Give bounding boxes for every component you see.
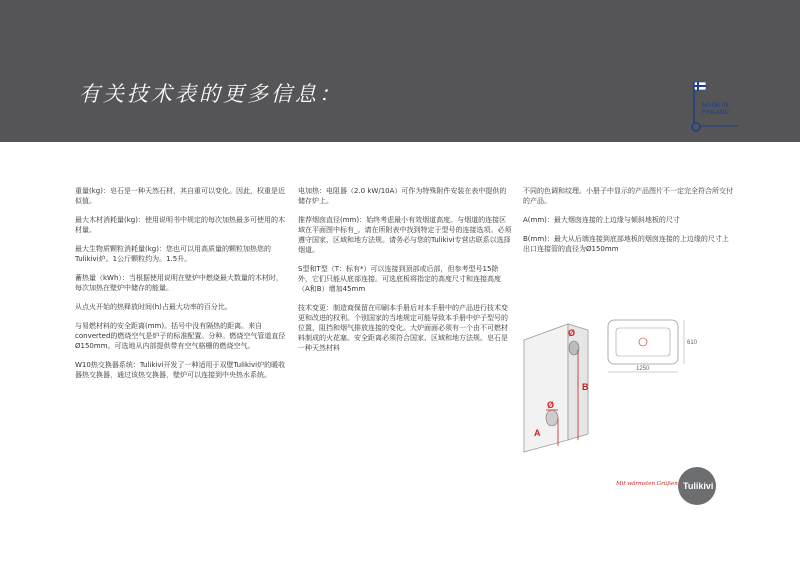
dim-width: 1250 bbox=[636, 366, 650, 372]
text-column-1 bbox=[75, 186, 287, 389]
text-column-3 bbox=[523, 186, 735, 263]
paragraph: 不同的色调和纹理。小册子中显示的产品图片不一定完全符合所交付的产品。 bbox=[523, 187, 733, 205]
signature-text: Mit wärmsten Grüßen bbox=[616, 481, 678, 487]
plan-view bbox=[608, 320, 678, 364]
page-title: 有关技术表的更多信息： bbox=[79, 82, 343, 106]
paragraph: 最大生物质颗粒消耗量(kg)：您也可以用高质量的颗粒加热您的Tulikivi炉。1公斤颗粒约为。1.5升。 bbox=[75, 245, 271, 263]
label-a: A bbox=[534, 428, 541, 438]
made-in-finland-text bbox=[702, 102, 729, 116]
label-diameter-top: Ø bbox=[568, 328, 576, 338]
top-flue-opening bbox=[569, 341, 579, 355]
chimney-connection-diagram bbox=[516, 318, 696, 453]
badge-line-1: MADE IN bbox=[702, 102, 729, 109]
paragraph: 最大木材消耗量(kg)：使用说明书中规定的每次加热最多可使用的木材量。 bbox=[75, 216, 285, 234]
signature bbox=[616, 475, 676, 491]
badge-line-2: FINLAND bbox=[702, 109, 729, 116]
tulikivi-logo-text: Tulikivi bbox=[683, 481, 714, 491]
paragraph: 蓄热量（kWh）：当根据使用说明在壁炉中燃烧最大数量的木材时，每次加热在壁炉中储存的能量。 bbox=[75, 274, 283, 292]
label-diameter-back: Ø bbox=[547, 400, 555, 410]
back-flue-opening bbox=[546, 410, 558, 426]
label-b: B bbox=[582, 382, 589, 392]
paragraph: 推荐烟囱直径(mm)：始终考虑最小有效烟道高度。与烟道的连接区域在平面图中标有_。请在所附表中找到特定于型号的连接选项。必须遵守国家、区域和地方法规。请务必与您的Tulikivi专营店联系以选择烟道。 bbox=[298, 216, 512, 254]
header-band bbox=[0, 0, 800, 142]
paragraph: 与易燃材料的安全距离(mm)。括号中没有隔热的距离。来自converted的燃烧空气是炉子的标准配置。分种。燃烧空气管道直径Ø150mm。可选地从内部提供带有空气格栅的燃烧空气。 bbox=[75, 322, 286, 350]
paragraph: 技术变更：制造商保留在印刷本手册后对本手册中的产品进行技术变更和改进的权利。个别国家的当地规定可能导致本手册中炉子型号的位置，阻挡和烟气排放连接的变化。大炉面面必须有一个由不可燃材料制成的火花塞。安全距离必须符合国家、区域和地方法规。皂石是一种天然材料 bbox=[298, 304, 508, 352]
paragraph: B(mm)：最大从后端连接到底部地板的烟囱连接的上边缘的尺寸上出口连接管的直径为Ø150mm bbox=[523, 235, 729, 253]
paragraph: 重量(kg)：皂石是一种天然石材，其自重可以变化。因此，权重是近似值。 bbox=[75, 187, 285, 205]
paragraph: A(mm)：最大烟囱连接的上边缘与倾斜地板的尺寸 bbox=[523, 216, 680, 224]
paragraph: 从点火开始的热释放时间(h)占最大功率的百分比。 bbox=[75, 303, 232, 311]
paragraph: 电加热：电阻器（2.0 kW/10A）可作为特殊附件安装在表中提供的储存炉上。 bbox=[298, 187, 507, 205]
paragraph: S型和T型（T：标有*）可以连接到顶部或后部，但参考型号15除外，它们只能从底部连接。可选底板将指定的高度尺寸和连接高度（A和B）增加45mm bbox=[298, 265, 501, 293]
text-column-2 bbox=[298, 186, 512, 362]
paragraph: W10热交换器系统：Tulikivi开发了一种适用于双壁Tulikivi炉的暖收器热交换器，通过该热交换器，壁炉可以连接到中央热水系统。 bbox=[75, 361, 286, 379]
dim-depth: 610 bbox=[687, 340, 698, 346]
wall-outline bbox=[524, 324, 568, 452]
